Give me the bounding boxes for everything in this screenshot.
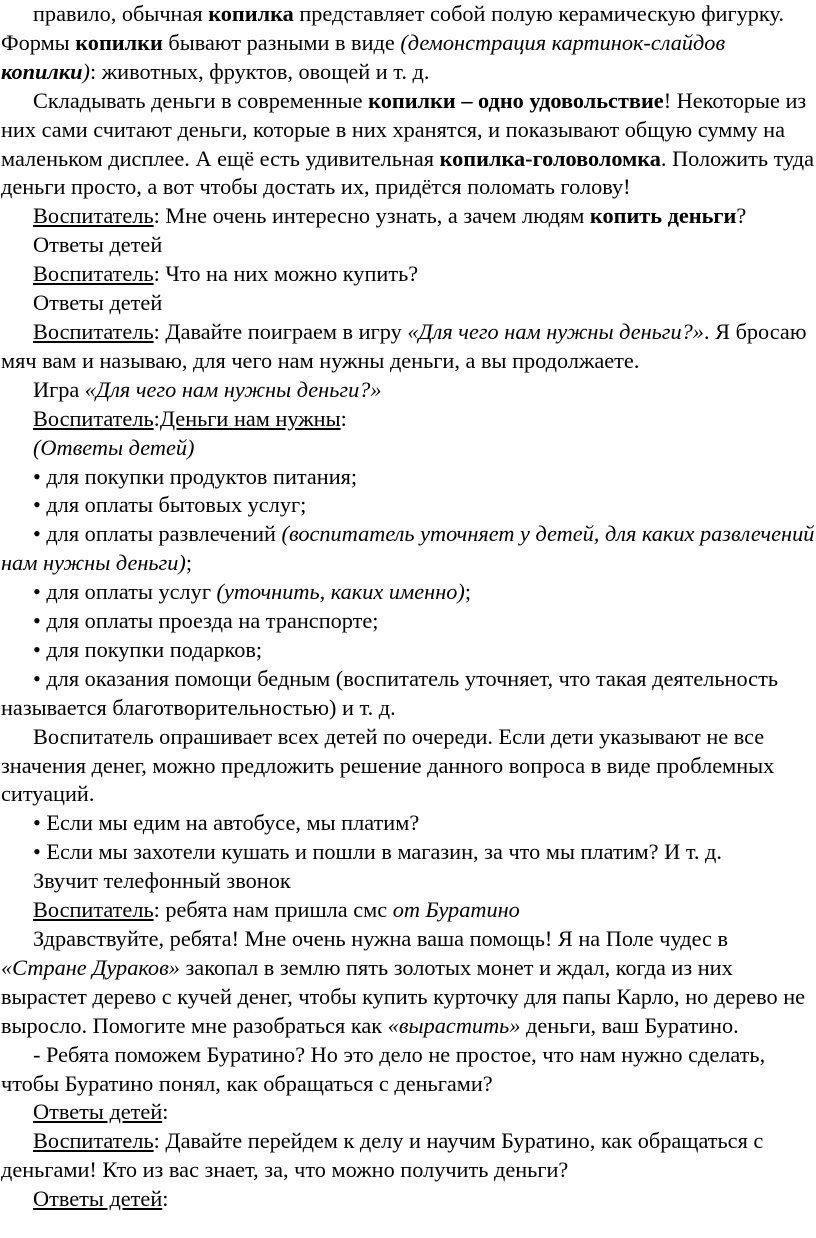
paragraph <box>1 1185 816 1214</box>
text-run: : Что на них можно купить? <box>153 261 419 287</box>
text-run: • для покупки подарков; <box>33 636 263 662</box>
paragraph <box>1 260 816 289</box>
bold-text: копилки – одно удовольствие <box>368 87 664 113</box>
underlined-text: Воспитатель <box>33 1128 154 1154</box>
underlined-text: Ответы детей <box>33 1099 163 1125</box>
paragraph <box>1 376 816 405</box>
text-run: Здравствуйте, ребята! Мне очень нужна ваша помощь! Я на Поле чудес в <box>33 926 729 951</box>
text-run: • для оплаты услуг <box>33 579 217 605</box>
paragraph <box>1 636 816 665</box>
text-run: : Мне очень интересно узнать, а зачем людям <box>153 203 590 229</box>
text-run: ! Некоторые из них сами считают деньги, которые в них хранятся, и показывают общую сумму на маленьком дисплее. А ещё есть удивительная <box>1 87 807 171</box>
text-run: Игра <box>33 376 85 402</box>
text-run: • для оплаты развлечений <box>33 521 282 547</box>
italic-text: (уточнить, каких именно) <box>216 579 465 605</box>
text-run: : животных, фруктов, овощей и т. д. <box>89 58 430 84</box>
paragraph <box>1 896 816 925</box>
italic-text: «вырастить» <box>387 1012 521 1038</box>
bold-text: копить деньги <box>589 203 737 229</box>
italic-text: ) <box>82 58 90 84</box>
text-run: ; <box>185 550 193 576</box>
underlined-text: Воспитатель <box>33 897 154 923</box>
text-run: - Ребята поможем Буратино? Но это дело не простое, что нам нужно сделать, чтобы Буратино понял, как обращаться с деньгами? <box>1 1041 766 1096</box>
paragraph <box>1 1098 816 1127</box>
paragraph <box>1 87 816 203</box>
text-run: : <box>340 405 347 431</box>
text-run: Складывать деньги в современные <box>33 87 369 113</box>
paragraph <box>1 1041 816 1099</box>
underlined-text: Воспитатель <box>33 203 154 229</box>
text-run: : <box>162 1099 169 1125</box>
underlined-text: Деньги нам нужны <box>159 405 341 431</box>
italic-text: от Буратино <box>392 897 520 923</box>
paragraph <box>1 289 816 318</box>
italic-text: «Для чего нам нужны деньги?» <box>84 376 382 402</box>
paragraph <box>1 520 816 578</box>
bold-text: копилки <box>75 29 163 55</box>
paragraph <box>1 434 816 463</box>
paragraph <box>1 723 816 810</box>
text-run: Звучит телефонный звонок <box>33 868 291 894</box>
paragraph <box>1 1127 816 1185</box>
underlined-text: Воспитатель <box>33 318 154 344</box>
text-run: представляет собой полую керамическую фигурку. Формы <box>1 1 784 55</box>
text-run: : Давайте перейдем к делу и научим Буратино, как обращаться с деньгами! Кто из вас знает, за, что можно получить деньги? <box>1 1128 764 1183</box>
text-run: • для оплаты бытовых услуг; <box>33 492 307 518</box>
paragraph <box>1 809 816 838</box>
italic-text: (демонстрация картинок-слайдов <box>400 29 726 55</box>
text-run: деньги, ваш Буратино. <box>520 1012 739 1038</box>
text-run: ? <box>736 203 747 229</box>
paragraph <box>1 607 816 636</box>
paragraph <box>1 491 816 520</box>
bold-text: копилки <box>1 58 83 84</box>
paragraph <box>1 231 816 260</box>
bold-text: копилка-головоломка <box>439 145 661 171</box>
text-run: • для оказания помощи бедным (воспитатель уточняет, что такая деятельность называется благотворительностью) и т. д. <box>1 665 778 720</box>
text-run: : <box>153 405 160 431</box>
text-run: • для оплаты проезда на транспорте; <box>33 608 379 634</box>
text-run: закопал в землю пять золотых монет и ждал, когда из них вырастет дерево с кучей денег, чтобы купить курточку для папы Карло, но дерево не выросло. Помогите мне разобраться как <box>1 954 806 1038</box>
italic-text: «Для чего нам нужны деньги?» <box>407 318 704 344</box>
paragraph <box>1 405 816 434</box>
text-run: • Если мы захотели кушать и пошли в магазин, за что мы платим? И т. д. <box>33 839 722 865</box>
paragraph <box>1 838 816 867</box>
paragraph <box>1 925 816 1041</box>
underlined-text: Воспитатель <box>33 261 154 287</box>
text-run: правило, обычная <box>33 1 209 26</box>
text-run: : ребята нам пришла смс <box>153 897 393 923</box>
paragraph <box>1 202 816 231</box>
text-run: Ответы детей <box>33 232 163 258</box>
text-run: : <box>162 1186 169 1212</box>
text-run: : Давайте поиграем в игру <box>153 318 408 344</box>
italic-text: (воспитатель уточняет у детей, для каких развлечений нам нужны деньги) <box>1 521 815 576</box>
text-run: бывают разными в виде <box>162 29 401 55</box>
italic-text: «Стране Дураков» <box>1 954 180 980</box>
bold-text: копилка <box>208 1 294 26</box>
underlined-text: Ответы детей <box>33 1186 163 1212</box>
paragraph <box>1 578 816 607</box>
text-run: • для покупки продуктов питания; <box>33 463 358 489</box>
paragraph <box>1 867 816 896</box>
underlined-text: Воспитатель <box>33 405 154 431</box>
text-run: • Если мы едим на автобусе, мы платим? <box>33 810 420 836</box>
paragraph <box>1 665 816 723</box>
text-run: . Положить туда деньги просто, а вот чтобы достать их, придётся поломать голову! <box>1 145 815 200</box>
paragraph <box>1 318 816 376</box>
text-run: Воспитатель опрашивает всех детей по очереди. Если дети указывают не все значения денег, можно предложить решение данного вопроса в виде проблемных ситуаций. <box>1 723 775 807</box>
paragraph <box>1 463 816 492</box>
text-run: Ответы детей <box>33 290 163 316</box>
paragraph <box>1 0 816 87</box>
italic-text: (Ответы детей) <box>33 434 195 460</box>
text-run: ; <box>464 579 472 605</box>
text-run: . Я бросаю мяч вам и называю, для чего нам нужны деньги, а вы продолжаете. <box>1 318 807 373</box>
